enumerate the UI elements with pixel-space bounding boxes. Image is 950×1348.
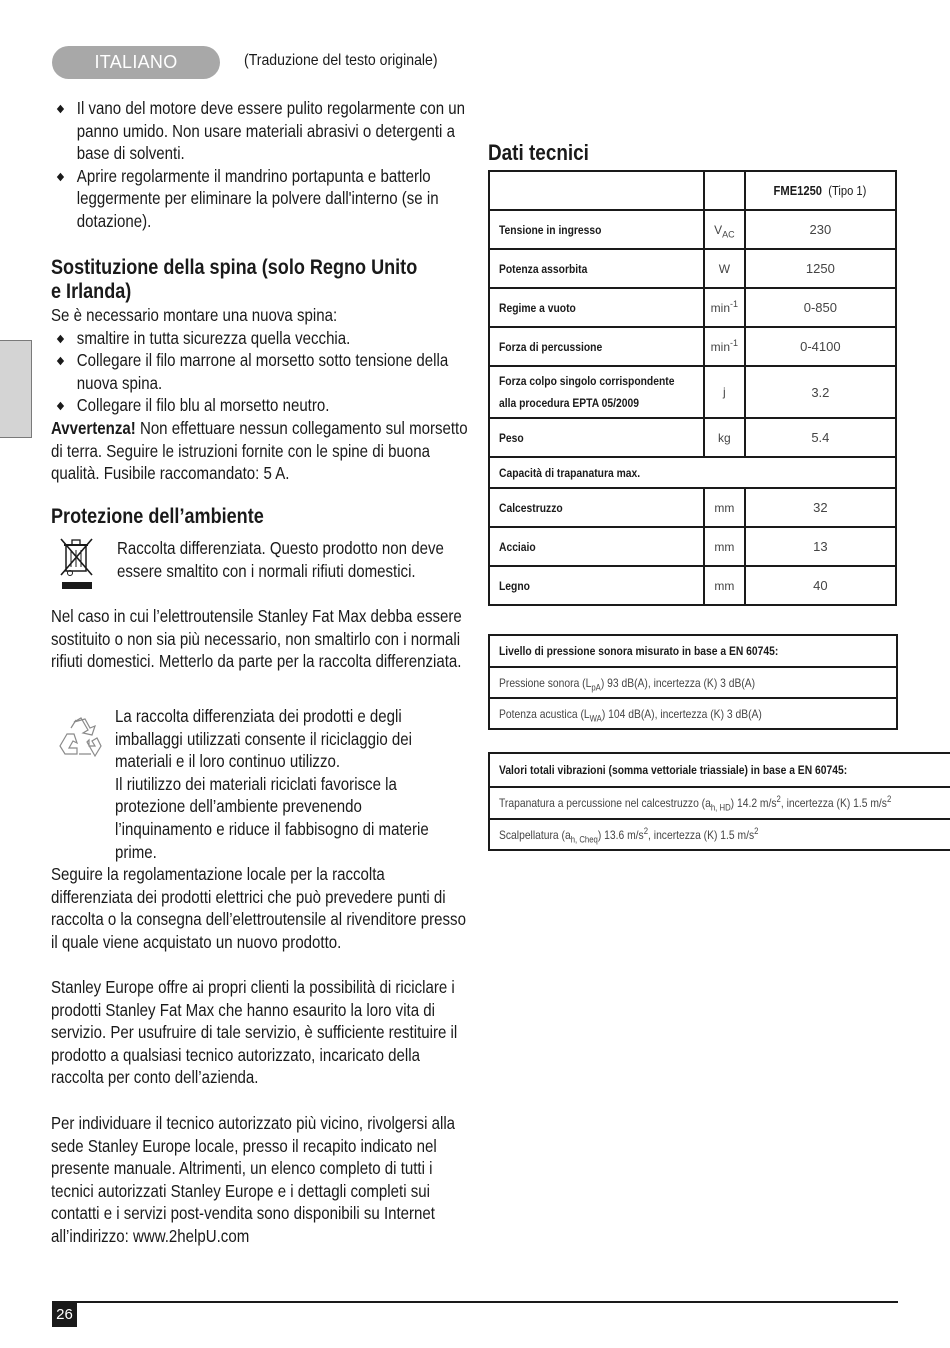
paragraph: Stanley Europe offre ai propri clienti la possibilità di riciclare i prodotti Stanley Fat Max che hanno esaurito la loro vita di servizio. Per usufruire di tale servizio, è sufficiente restituire il prodotto a qualsiasi tecnico autorizzato, incaricato della raccolta per conto dell’azienda. <box>51 977 458 1088</box>
recycle-text-2: Il riutilizzo dei materiali riciclati favorisce la protezione dell’ambiente prevenendo l’inquinamento e riduce il fabbisogno di materie prime. <box>115 773 429 862</box>
row-value: 0-850 <box>745 288 896 327</box>
plug-intro: Se è necessario montare una nuova spina: <box>51 305 338 325</box>
specs-title: Dati tecnici <box>488 140 589 165</box>
vibration-row-hammer: Trapanatura a percussione nel calcestruzzo $(a_{h, HD})$ 14.2 $m/s^2$, incertezza (K) 1.5 $m/s^2$ <box>489 787 950 819</box>
vibration-table <box>488 752 950 851</box>
recycle-text-block <box>115 705 515 863</box>
row-unit: mm <box>704 566 745 605</box>
noise-heading: Livello di pressione sonora misurato in base a EN 60745: <box>499 644 779 658</box>
noise-table <box>488 634 898 730</box>
row-label: Legno <box>499 578 530 593</box>
language-badge: ITALIANO <box>52 46 220 79</box>
row-unit: $\min^{-1}$ <box>704 327 745 366</box>
list-item: Collegare il filo marrone al morsetto sotto tensione della nuova spina. <box>51 349 471 394</box>
side-tab-marker <box>0 340 32 438</box>
row-label: Potenza assorbita <box>499 261 588 276</box>
capacity-heading: Capacità di trapanatura max. <box>499 465 641 480</box>
vibration-heading: Valori totali vibrazioni (somma vettoriale triassiale) in base a EN 60745: <box>499 763 848 777</box>
recycle-text-1: La raccolta differenziata dei prodotti e degli imballaggi utilizzati consente il riciclaggio dei materiali e il loro continuo utilizzo. <box>115 706 412 772</box>
row-label-line2: alla procedura EPTA 05/2009 <box>499 396 639 410</box>
table-header-row <box>489 171 896 210</box>
environment-heading: Protezione dell’ambiente <box>51 505 264 528</box>
sound-power-row: Potenza acustica $(L_{WA})$ 104 dB(A), incertezza (K) 3 dB(A) <box>489 698 897 729</box>
warning-text: Non effettuare nessun collegamento sul morsetto di terra. Seguire le istruzioni fornite con le spine di buona qualità. Fusibile raccomandato: 5 A. <box>51 417 468 484</box>
row-unit: $V_{AC}$ <box>704 210 745 249</box>
row-label: Tensione in ingresso <box>499 222 602 237</box>
row-label: Acciaio <box>499 539 536 554</box>
row-value: 40 <box>745 566 896 605</box>
environment-para-3 <box>51 976 539 1089</box>
table-row <box>489 418 896 457</box>
footer-rule <box>52 1301 898 1303</box>
paragraph: Per individuare il tecnico autorizzato più vicino, rivolgersi alla sede Stanley Europe locale, presso il recapito indicato nel presente manuale. Altrimenti, un elenco completo di tutti i tecnici autorizzati Stanley Europe e i dettagli completi sui contatti e i servizi post-vendita sono disponibili su Internet all’indirizzo: www.2helpU.com <box>51 1113 456 1246</box>
row-value: 3.2 <box>745 366 896 418</box>
row-value: 230 <box>745 210 896 249</box>
row-label: Forza di percussione <box>499 339 603 354</box>
row-unit: mm <box>704 488 745 527</box>
environment-para-2 <box>51 863 539 953</box>
row-value: 13 <box>745 527 896 566</box>
row-unit: kg <box>704 418 745 457</box>
sound-pressure-row: Pressione sonora $(L_{pA})$ 93 dB(A), incertezza (K) 3 dB(A) <box>489 667 897 698</box>
row-label: Calcestruzzo <box>499 500 563 515</box>
paragraph: Nel caso in cui l’elettroutensile Stanley Fat Max debba essere sostituito o non sia più necessario, non smaltirlo con i normali rifiuti domestici. Metterlo da parte per la raccolta differenziata. <box>51 606 462 672</box>
table-row <box>489 249 896 288</box>
bin-text: Raccolta differenziata. Questo prodotto non deve essere smaltito con i normali rifiuti domestici. <box>117 538 444 581</box>
crossed-bin-icon <box>59 537 95 591</box>
maintenance-list <box>51 97 471 233</box>
model-name: FME1250 <box>773 183 823 198</box>
row-value: 32 <box>745 488 896 527</box>
paragraph: Seguire la regolamentazione locale per la raccolta differenziata dei prodotti elettrici che può prevedere punti di raccolta o la consegna dell’elettroutensile al rivenditore presso il quale viene acquistato un nuovo prodotto. <box>51 864 466 952</box>
environment-para-4 <box>51 1112 539 1248</box>
row-unit: W <box>704 249 745 288</box>
bin-text-block <box>117 537 517 582</box>
row-unit: mm <box>704 527 745 566</box>
plug-warning <box>51 417 471 485</box>
row-value: 0-4100 <box>745 327 896 366</box>
table-row <box>489 327 896 366</box>
page-number: 26 <box>52 1302 77 1327</box>
table-row <box>489 527 896 566</box>
row-unit: j <box>704 366 745 418</box>
specs-table <box>488 170 897 606</box>
environment-para-1 <box>51 605 539 673</box>
list-item: Collegare il filo blu al morsetto neutro. <box>51 394 471 417</box>
row-label: Regime a vuoto <box>499 300 576 315</box>
row-unit: $\min^{-1}$ <box>704 288 745 327</box>
list-item: Aprire regolarmente il mandrino portapunta e batterlo leggermente per eliminare la polvere dall'interno (se in dotazione). <box>51 165 471 233</box>
intro-section <box>51 97 539 233</box>
row-value: 5.4 <box>745 418 896 457</box>
vibration-row-chisel: Scalpellatura $(a_{h, Cheq})$ 13.6 $m/s^2$, incertezza (K) 1.5 $m/s^2$ <box>489 819 950 850</box>
recycle-icon <box>57 716 105 760</box>
plug-list <box>51 327 471 417</box>
table-row <box>489 210 896 249</box>
table-row <box>489 566 896 605</box>
model-type: (Tipo 1) <box>828 183 867 198</box>
plug-section <box>51 256 539 485</box>
warning-label: Avvertenza! <box>51 417 136 438</box>
row-label: Peso <box>499 430 524 445</box>
table-row <box>489 457 896 488</box>
list-item: Il vano del motore deve essere pulito regolarmente con un panno umido. Non usare materiali abrasivi o detergenti a base di solventi. <box>51 97 471 165</box>
model-cell <box>745 171 896 210</box>
row-value: 1250 <box>745 249 896 288</box>
row-label: Forza colpo singolo corrispondente <box>499 374 675 388</box>
translation-note: (Traduzione del testo originale) <box>244 52 438 69</box>
plug-heading: Sostituzione della spina (solo Regno Unito e Irlanda) <box>51 256 418 303</box>
list-item: smaltire in tutta sicurezza quella vecchia. <box>51 327 471 350</box>
table-row <box>489 366 896 418</box>
table-row <box>489 488 896 527</box>
environment-section <box>51 505 539 529</box>
table-row <box>489 288 896 327</box>
